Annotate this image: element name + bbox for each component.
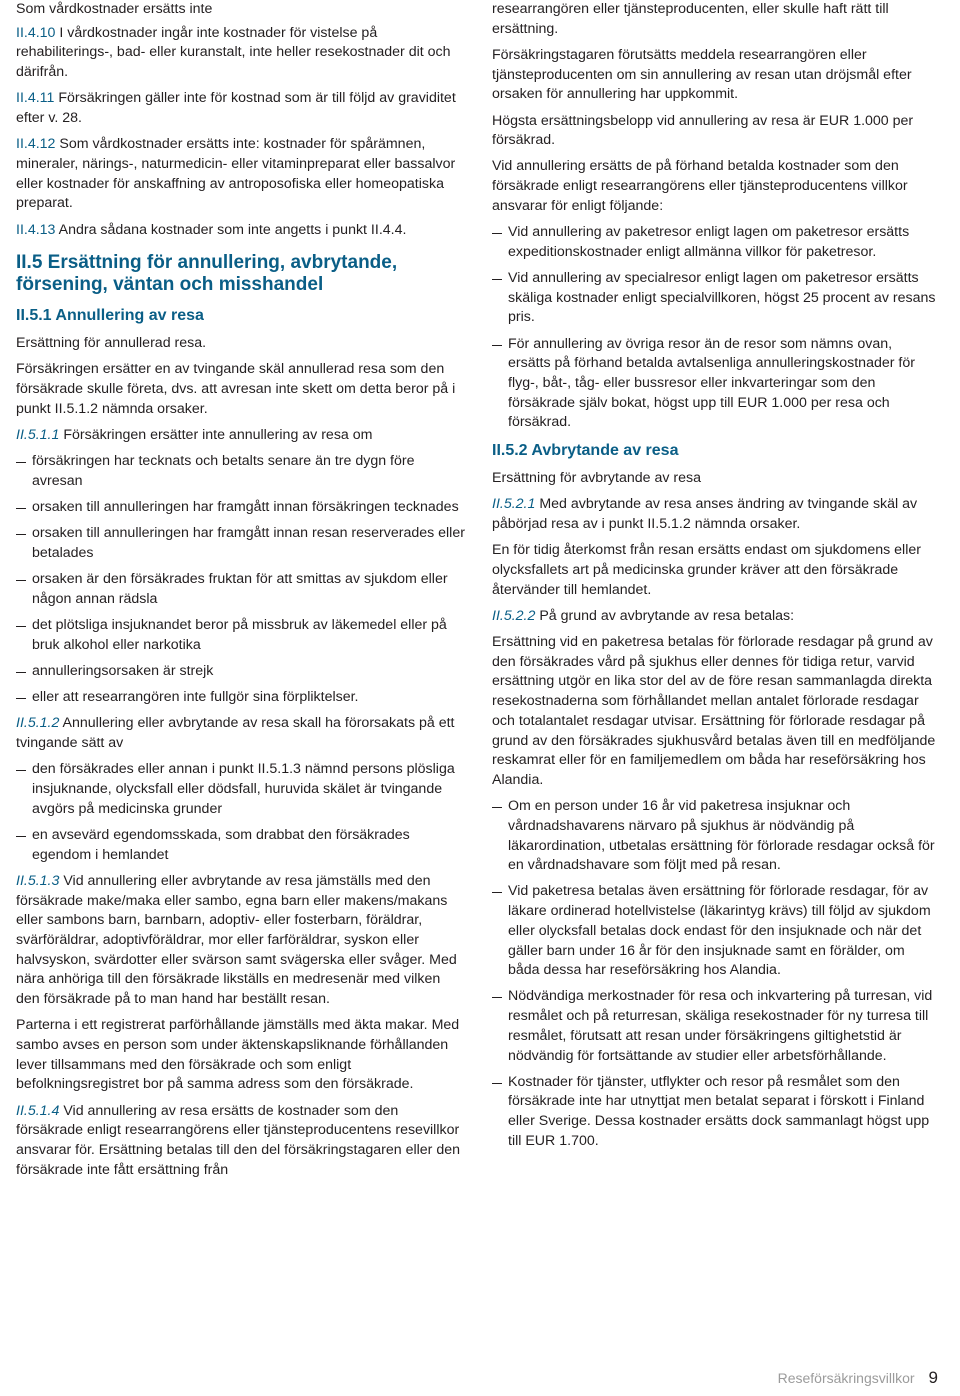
clause-number: II.5.1.3 [16,872,60,889]
paragraph: Vid annullering ersätts de på förhand betalda kostnader som den försäkrade enligt researrangörens eller tjänsteproducentens villkor ansvarar för enligt följande: [492,158,908,214]
paragraph: Parterna i ett registrerat parförhållande jämställs med äkta makar. Med sambo avses en person som under äktenskapsliknande förhållanden lever tillsammans med den försäkrade och som enligt befolkningsregistret bor på samma adress som den försäkrade. [16,1017,460,1093]
list-item: annulleringsorsaken är strejk [16,662,466,682]
dash-list [16,452,466,708]
clause-paragraph [16,872,466,1010]
paragraph: Ersättning för avbrytande av resa [492,470,701,487]
left-column [16,0,466,1187]
paragraph: Ersättning för annullerad resa. [16,335,207,352]
clause-number: II.5.2.1 [492,496,536,513]
clause-number: II.5.1.2 [16,715,60,732]
clause-text: Med avbrytande av resa anses ändring av tvingande skäl av påbörjad resa av i punkt II.5.1.2 nämnda orsaker. [492,496,918,532]
list-item: orsaken är den försäkrades fruktan för att smittas av sjukdom eller någon annan rädsla [16,570,466,609]
paragraph: Försäkringstagaren förutsätts meddela researrangören eller tjänsteproducenten om sin annullering av resan utan dröjsmål efter orsaken för annullering har uppkommit. [492,46,912,103]
section-heading: II.5 Ersättning för annullering, avbrytande, försening, väntan och misshandel [16,252,398,296]
list-item: Om en person under 16 år vid paketresa insjuknar och vårdnadshavarens närvaro på sjukhus är nödvändig på läkarordination, utbetalas ersättning för förlorade resdagar också för en vårdnadshavare som följt med på resan. [492,797,938,876]
dash-list [492,797,938,1151]
paragraph: Försäkringen ersätter en av tvingande skäl annullerad resa som den försäkrade skulle företa, dvs. att avresan inte skett om detta beror på i punkt II.5.1.2 nämnda orsaker. [16,361,456,417]
clause-paragraph [16,89,466,128]
list-item: orsaken till annulleringen har framgått innan försäkringen tecknades [16,498,466,518]
clause-number: II.5.1.1 [16,427,60,444]
dash-list [492,223,938,433]
subsection-heading: II.5.2 Avbrytande av resa [492,442,679,460]
clause-paragraph [16,426,466,446]
clause-number: II.4.12 [16,136,56,153]
list-item: den försäkrades eller annan i punkt II.5.1.3 nämnd persons plösliga insjuknande, olycksfall eller dödsfall, huruvida skälet är tvingande avgörs på medicinska grunder [16,760,466,819]
list-item: Vid paketresa betalas även ersättning för förlorade resdagar, för av läkare ordinerad hotellvistelse (läkarintyg krävs) till följd av sjukdom eller olycksfall betalas dock endast för den insjuknade och när det gäller barn under 16 år för den insjuknade samt en förälder, om båda dessa har reseförsäkring hos Alandia. [492,882,938,981]
clause-paragraph [16,714,466,753]
clause-paragraph [16,1102,466,1181]
paragraph: Ersättning vid en paketresa betalas för förlorade resdagar på grund av den försäkrades vård på sjukhus eller dennes för tidiga retur, varvid ersättning utgör en lika stor del av de före resan sammanlagda direkta resekostnaderna som förhållandet mellan antalet förlorade resdagar och totalantalet resdagar utvisar. Ersättning för förlorade resdagar på grund av den försäkrades sjukhusvård betalas även till en medföljande reskamrat eller för en familjemedlem om båda har reseförsäkring hos Alandia. [492,633,936,788]
paragraph: En för tidig återkomst från resan ersätts endast om sjukdomens eller olycksfallets art på medicinska grunder kräver att den försäkrade återvänder till hemlandet. [492,542,921,598]
clause-paragraph [16,221,466,241]
clause-text: Vid annullering av resa ersätts de kostnader som den försäkrade enligt researrangörens eller tjänsteproducentens resevillkor ansvarar för. Ersättning betalas till den del försäkringstagaren eller den försäkrade inte fått ersättning från [16,1102,461,1178]
clause-text: I vårdkostnader ingår inte kostnader för vistelse på rehabiliterings-, bad- eller kuranstalt, inte heller resekostnader dit och därifrån. [16,24,451,81]
list-item: För annullering av övriga resor än de resor som nämns ovan, ersätts på förhand betalda avtalsenliga annulleringskostnader för flyg-, båt-, tåg- eller bussresor eller inkvarteringar som den försäkrade själv bokat, högst upp till EUR 1.000 per resa och försäkrad. [492,335,938,434]
page-number: 9 [928,1368,938,1387]
paragraph: Högsta ersättningsbelopp vid annullering av resa är EUR 1.000 per försäkrad. [492,112,914,149]
dash-list [16,760,466,865]
paragraph: Som vårdkostnader ersätts inte [16,1,213,17]
clause-text: Andra sådana kostnader som inte angetts i punkt II.4.4. [55,221,407,238]
clause-number: II.5.1.4 [16,1102,60,1119]
clause-number: II.5.2.2 [492,607,536,624]
clause-text: Försäkringen gäller inte för kostnad som är till följd av graviditet efter v. 28. [16,90,456,127]
list-item: det plötsliga insjuknandet beror på missbruk av läkemedel eller på bruk alkohol eller narkotika [16,616,466,655]
list-item: Vid annullering av specialresor enligt lagen om paketresor ersätts skäliga kostnader enligt specialvillkoren, högst 25 procent av resans pris. [492,269,938,328]
paragraph: researrangören eller tjänsteproducenten, eller skulle haft rätt till ersättning. [492,1,889,37]
subsection-heading: II.5.1 Annullering av resa [16,307,204,325]
clause-number: II.4.10 [16,24,56,41]
clause-text: Vid annullering eller avbrytande av resa jämställs med den försäkrade make/maka eller sambo, egna barn eller makens/makans eller sambons barn, barnbarn, adoptiv- eller fosterbarn, föräldrar, svärföräldrar, adoptivföräldrar, mor eller farföräldrar, syskon eller halvsyskon, svärdotter eller svärson samt svägerska eller svåger. Med nära anhöriga till den försäkrade likställs en medresenär med vilken den försäkrade på to man hand har beställt resan. [16,872,457,1008]
list-item: försäkringen har tecknats och betalts senare än tre dygn före avresan [16,452,466,491]
clause-text: Annullering eller avbrytande av resa skall ha förorsakats på ett tvingande sätt av [16,715,455,752]
clause-text: Försäkringen ersätter inte annullering av resa om [59,427,373,444]
clause-paragraph [492,495,938,534]
page-footer [778,1368,938,1388]
clause-paragraph [16,135,466,214]
clause-text: På grund av avbrytande av resa betalas: [535,607,795,624]
list-item: Nödvändiga merkostnader för resa och inkvartering på turresan, vid resmålet och på returresan, skäliga resekostnader för ny turresa till resmålet, förutsatt att resan under försäkringens giltighetstid är nödvändig för fortsättande av studier eller arbetsförhållande. [492,987,938,1066]
clause-paragraph [16,24,466,83]
right-column [492,0,938,1158]
list-item: en avsevärd egendomsskada, som drabbat den försäkrades egendom i hemlandet [16,826,466,865]
list-item: Vid annullering av paketresor enligt lagen om paketresor ersätts expeditionskostnader enligt allmänna villkor för paketresor. [492,223,938,262]
clause-number: II.4.13 [16,221,56,238]
clause-paragraph [492,607,938,627]
clause-text: Som vårdkostnader ersätts inte: kostnader för spårämnen, mineraler, närings-, naturmedicin- eller vitaminpreparat eller bassalvor eller kostnader för anskaffning av antroposofiska eller homeopatiska preparat. [16,136,456,212]
list-item: Kostnader för tjänster, utflykter och resor på resmålet som den försäkrade inte har utnyttjat men betalat separat i förskott i Finland eller Sverige. Dessa kostnader ersätts dock sammanlagt högst upp till EUR 1.700. [492,1073,938,1152]
footer-title: Reseförsäkringsvillkor [777,1370,915,1386]
list-item: orsaken till annulleringen har framgått innan resan reserverades eller betalades [16,524,466,563]
clause-number: II.4.11 [16,90,55,107]
list-item: eller att researrangören inte fullgör sina förpliktelser. [16,688,466,708]
